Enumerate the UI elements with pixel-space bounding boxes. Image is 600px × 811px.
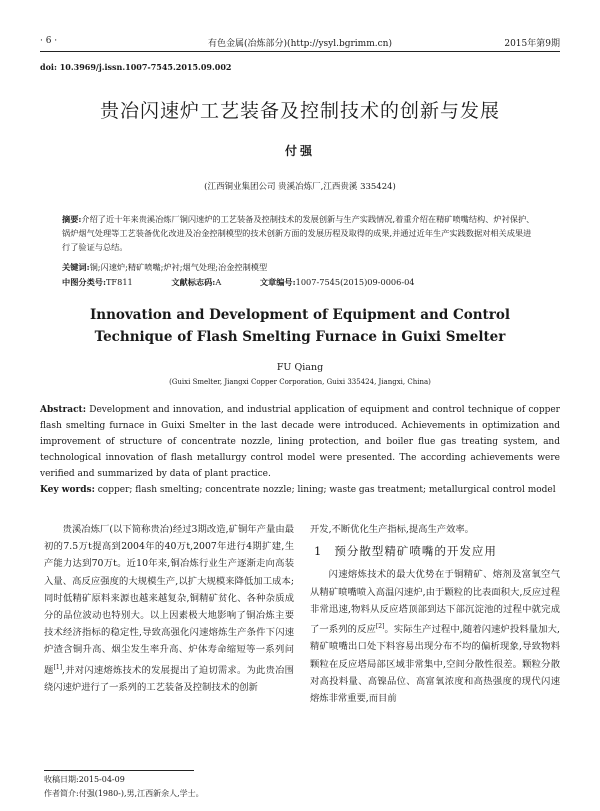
section-1-text-cont: 。实际生产过程中,随着闪速炉投料量加大,精矿喷嘴出口处下料容易出现分布不均的偏析现象,导致物料颗粒在反应塔局部区域非常集中,空间分散性很差。颗粒分散对高投料量、高镍品位、高富氧浓度和高热强度的现代闪速熔炼非常重要,而目前 (310, 624, 560, 704)
clc-value: TF811 (105, 277, 133, 287)
section-1-paragraph (310, 566, 560, 707)
keywords-en-text: copper; flash smelting; concentrate nozzle; lining; waste gas treatment; metallurgical control model (97, 485, 556, 495)
received-date: 收稿日期:2015-04-09 (44, 775, 125, 784)
abstract-en-label: Abstract: (40, 405, 87, 415)
abstract-cn-text: 介绍了近十年来贵溪冶炼厂铜闪速炉的工艺装备及控制技术的发展创新与生产实践情况,着重介绍在精矿喷嘴结构、炉衬保护、锅炉烟气处理等工艺装备优化改进及冶金控制模型的技术创新方面的发展历程及取得的成果,并通过近年生产实践数据对相关成果进行了验证与总结。 (62, 214, 535, 252)
footnote-rule (44, 770, 194, 771)
title-en-line2: Technique of Flash Smelting Furnace in Guixi Smelter (94, 329, 506, 345)
header-rule (40, 51, 560, 52)
classification-meta (62, 277, 538, 288)
affiliation-cn: (江西铜业集团公司 贵溪冶炼厂,江西贵溪 335424) (204, 182, 396, 192)
title-cn: 贵冶闪速炉工艺装备及控制技术的创新与发展 (99, 100, 500, 122)
keywords-en (40, 482, 560, 498)
doc-code-value: A (215, 277, 222, 287)
article-no-label: 文章编号: (259, 277, 296, 287)
author-bio: 作者简介:付强(1980-),男,江西新余人,学士。 (44, 789, 204, 798)
abstract-en (40, 402, 560, 482)
body-left-text: 贵溪冶炼厂(以下简称贵冶)经过3期改造,矿铜年产量由最初的7.5万t提高到2004年的40万t,2007年进行4期扩建,生产能力达到70万t。近10年来,铜冶炼行业生产逐渐走向高装入量、高反应强度的大规模生产,以扩大规模来降低加工成本;同时低精矿原料来源也越来越复杂,铜精矿贫化、各种杂质成分的品位波动也特别大。以上因素极大地影响了铜冶炼主要技术经济指标的稳定性,导致高强化闪速熔炼生产条件下闪速炉渣含铜升高、烟尘发生率升高、炉体寿命缩短等一系列问题 (44, 524, 294, 676)
citation-1: [1] (53, 663, 63, 671)
body-left-tail: ,并对闪速熔炼技术的发展提出了迫切需求。为此贵冶围绕闪速炉进行了一系列的工艺装备及控制技术的创新 (44, 664, 294, 693)
citation-2: [2] (375, 623, 385, 631)
running-header (40, 36, 560, 52)
title-en-line1: Innovation and Development of Equipment and Control (89, 307, 511, 323)
section-1-title: 预分散型精矿喷嘴的开发应用 (334, 544, 497, 559)
section-1-heading (314, 543, 560, 560)
doc-code-label: 文献标志码: (171, 277, 216, 287)
page-number: · 6 · (40, 36, 58, 46)
keywords-cn-label: 关键词: (62, 262, 90, 272)
keywords-cn-text: 铜;闪速炉;精矿喷嘴;炉衬;烟气处理;冶金控制模型 (89, 262, 268, 272)
doi: doi: 10.3969/j.issn.1007-7545.2015.09.002 (40, 62, 232, 72)
keywords-en-label: Key words: (40, 485, 95, 495)
section-1-text: 闪速熔炼技术的最大优势在于铜精矿、熔剂及富氧空气从精矿喷嘴喷入高温闪速炉,由于颗粒的比表面积大,反应过程非常迅速,物料从反应塔顶部到达下部沉淀池的过程中就完成了一系列的反应 (310, 569, 560, 636)
body-left-paragraph (44, 521, 294, 696)
clc-label: 中图分类号: (62, 277, 106, 287)
abstract-cn (62, 212, 538, 254)
issue-label: 2015年第9期 (504, 39, 560, 49)
journal-name: 有色金属(冶炼部分)(http://ysyl.bgrimm.cn) (208, 39, 392, 49)
abstract-en-text: Development and innovation, and industrial application of equipment and control technique of copper flash smelting furnace in Guixi Smelter in the last decade were introduced. Achievements in optimization and improvement of structure of concentrate nozzle, lining protection, and boiler flue gas treating system, and technological innovation of flash metallurgy control model were presented. The according achievements were verified and summarized by data of plant practice. (40, 405, 560, 479)
author-en: FU Qiang (276, 362, 324, 373)
affiliation-en: (Guixi Smelter, Jiangxi Copper Corporation, Guixi 335424, Jiangxi, China) (169, 378, 431, 386)
author-cn: 付强 (284, 144, 315, 158)
body-column-right (310, 521, 560, 707)
article-no-value: 1007-7545(2015)09-0006-04 (295, 277, 415, 287)
title-en (0, 304, 600, 348)
abstract-cn-label: 摘要: (62, 214, 82, 224)
body-column-left (44, 521, 294, 696)
section-1-number: 1 (314, 544, 323, 559)
body-right-intro: 开发,不断优化生产指标,提高生产效率。 (310, 524, 474, 535)
keywords-cn (62, 262, 538, 273)
